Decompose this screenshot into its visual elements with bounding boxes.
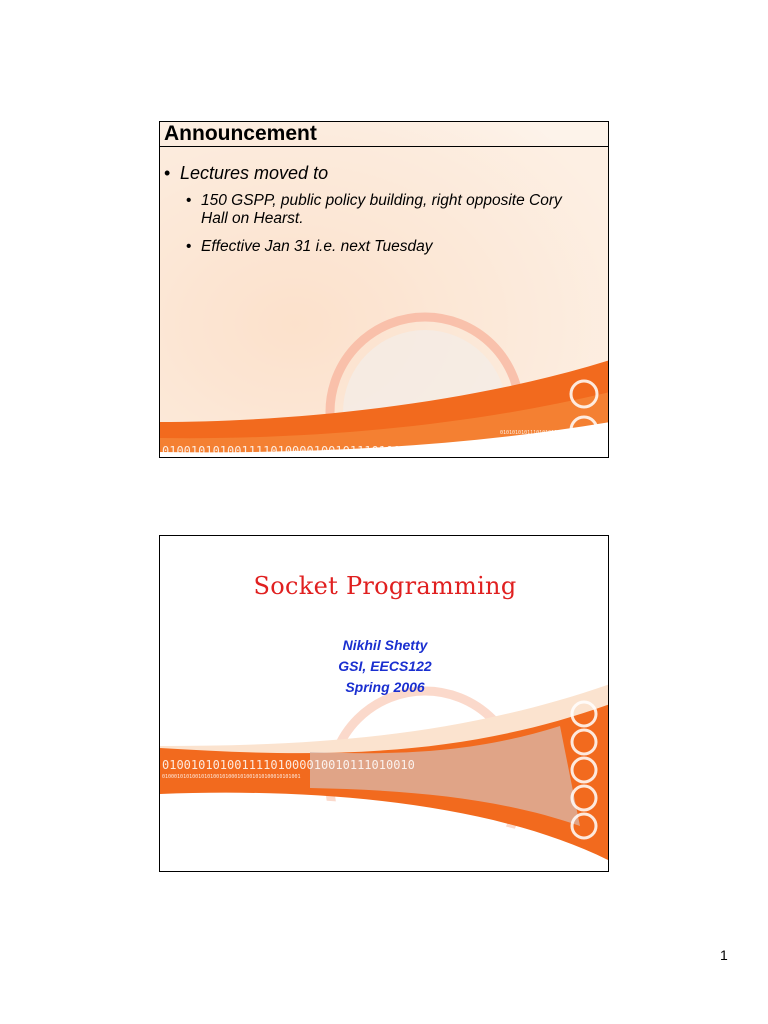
bullet-dot: • [164, 163, 171, 183]
sub-bullet-text: 150 GSPP, public policy building, right opposite Cory Hall on Hearst. [201, 192, 562, 227]
title-divider [160, 146, 608, 147]
bullet-dot: • [186, 192, 192, 209]
sub-bullet [186, 238, 586, 256]
slide-announcement [159, 121, 609, 458]
bullet-main [164, 163, 328, 184]
author-name: Nikhil Shetty [342, 637, 428, 653]
binary-strip: 01001010100111101000010010111010010 [162, 444, 415, 458]
slide-title-page [159, 535, 609, 872]
binary-strip: 01001010100111101000010010111010010 [162, 758, 415, 772]
bullet-main-text: Lectures moved to [180, 163, 329, 183]
slide-title: Announcement [164, 122, 317, 145]
binary-strip-small: 0101010101110101010111010101 [500, 430, 585, 436]
page-number: 1 [720, 947, 728, 963]
author-role: GSI, EECS122 [338, 658, 432, 674]
sub-bullet-text: Effective Jan 31 i.e. next Tuesday [201, 238, 433, 255]
sub-bullet [186, 192, 586, 228]
course-term: Spring 2006 [345, 679, 425, 695]
slide-title: Socket Programming [253, 572, 517, 600]
binary-strip-small: 0100010101001010100101000101001010100010101001 [162, 774, 301, 780]
bullet-dot: • [186, 238, 192, 255]
